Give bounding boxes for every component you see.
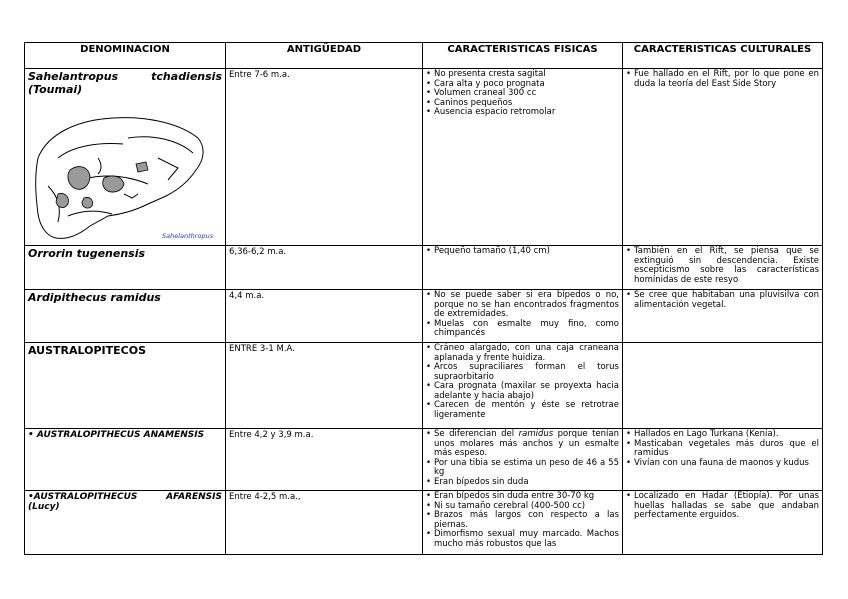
age-cell: 6,36-6,2 m.a. [226,246,423,290]
list-item: • Se cree que habitaban una pluvisilva con alimentación vegetal. [626,291,819,310]
name-bullet: • [28,430,34,440]
physical-cell [423,429,623,491]
cultural-cell [623,246,823,290]
header-antiguedad: ANTIGÜEDAD [226,43,423,69]
table-row [25,69,823,246]
list-item: • Cara alta y poco prognata [426,80,619,90]
list-item: • También en el Rift, se piensa que se extinguió sin descendencia. Existe escepticismo sobre las características homínidas de este resyo [626,247,819,285]
age-cell: Entre 4-2,5 m.a., [226,491,423,555]
list-item: • Ausencia espacio retromolar [426,108,619,118]
list-item: • Volumen craneal 300 cc [426,89,619,99]
list-item: • Muelas con esmalte muy fino, como chimpancés [426,320,619,339]
list-item: • Arcos supraciliares forman el torus supraorbitario [426,363,619,382]
species-name: Orrorin tugenensis [28,247,146,260]
name-cell [25,491,226,555]
age-cell: Entre 4,2 y 3,9 m.a. [226,429,423,491]
list-item: • Localizado en Hadar (Etiopía). Por unas huellas halladas se sabe que andaban perfectamente erguidos. [626,492,819,521]
physical-cell [423,491,623,555]
header-denominacion: DENOMINACION [25,43,226,69]
header-fisicas: CARACTERISTICAS FISICAS [423,43,623,69]
physical-cell [423,246,623,290]
table-row [25,343,823,429]
species-name: Sahelantropus tchadiensis [28,70,222,83]
list-item: • Caninos pequeños [426,99,619,109]
list-item: • Masticaban vegetales más duros que el ramidus [626,440,819,459]
table-row [25,429,823,491]
emphasis-span: ramidus [518,429,554,439]
table-row [25,246,823,290]
list-item: • No presenta cresta sagital [426,70,619,80]
species-alias: (Lucy) [28,502,60,512]
header-row [25,43,823,69]
list-item: • Eran bípedos sin duda entre 30-70 kg [426,492,619,502]
list-item: • Pequeño tamaño (1,40 cm) [426,247,619,257]
list-item: • Hallados en Lago Turkana (Kenia). [626,430,819,440]
cultural-cell [623,343,823,429]
name-cell [25,429,226,491]
list-item: • Cráneo alargado, con una caja craneana aplanada y frente huidiza. [426,344,619,363]
list-item: • Carecen de mentón y éste se retrotrae ligeramente [426,401,619,420]
species-alias: (Toumai) [28,83,83,96]
cultural-cell [623,491,823,555]
list-item: • No se puede saber si era bípedos o no, porque no se han encontrados fragmentos de extremidades. [426,291,619,320]
species-name [28,492,222,502]
name-cell [25,246,226,290]
text-span: Se diferencian del [434,429,515,439]
cultural-cell [623,290,823,343]
skull-caption: Sahelanthropus [162,232,214,240]
age-cell: ENTRE 3-1 M.A. [226,343,423,429]
name-cell [25,69,226,246]
table-row [25,491,823,555]
list-item: • Cara prognata (maxilar se proyexta hacia adelante y hacia abajo) [426,382,619,401]
list-item: • Dimorfismo sexual muy marcado. Machos mucho más robustos que las [426,530,619,549]
physical-cell [423,69,623,246]
list-item: • Vivían con una fauna de maonos y kudus [626,459,819,469]
list-item: • Brazos más largos con respecto a las piernas. [426,511,619,530]
list-item: • Ni su tamaño cerebral (400-500 cc) [426,502,619,512]
table-row [25,290,823,343]
age-cell: 4,4 m.a. [226,290,423,343]
name-cell [25,343,226,429]
name-text: AUSTRALOPITHECUS ANAMENSIS [36,430,205,440]
hominid-table [24,42,823,555]
physical-cell [423,290,623,343]
age-cell: Entre 7-6 m.a. [226,69,423,246]
list-item: • Por una tibia se estima un peso de 46 a 55 kg [426,459,619,478]
list-item [426,430,619,459]
name-bullet: • [28,492,34,502]
species-name [28,430,222,440]
cultural-cell [623,69,823,246]
species-name: Ardipithecus ramidus [28,291,161,304]
text-span: porque tenían unos molares más anchos y un esmalte más espeso. [434,429,619,458]
list-item: • Eran bípedos sin duda [426,478,619,488]
cultural-cell [623,429,823,491]
skull-illustration [28,98,220,244]
header-culturales: CARACTERISTICAS CULTURALES [623,43,823,69]
name-cell [25,290,226,343]
physical-cell [423,343,623,429]
name-text: AUSTRALOPITHECUS AFARENSIS [33,492,222,502]
species-name: AUSTRALOPITECOS [28,344,147,357]
list-item: • Fue hallado en el Rift, por lo que pone en duda la teoría del East Side Story [626,70,819,89]
